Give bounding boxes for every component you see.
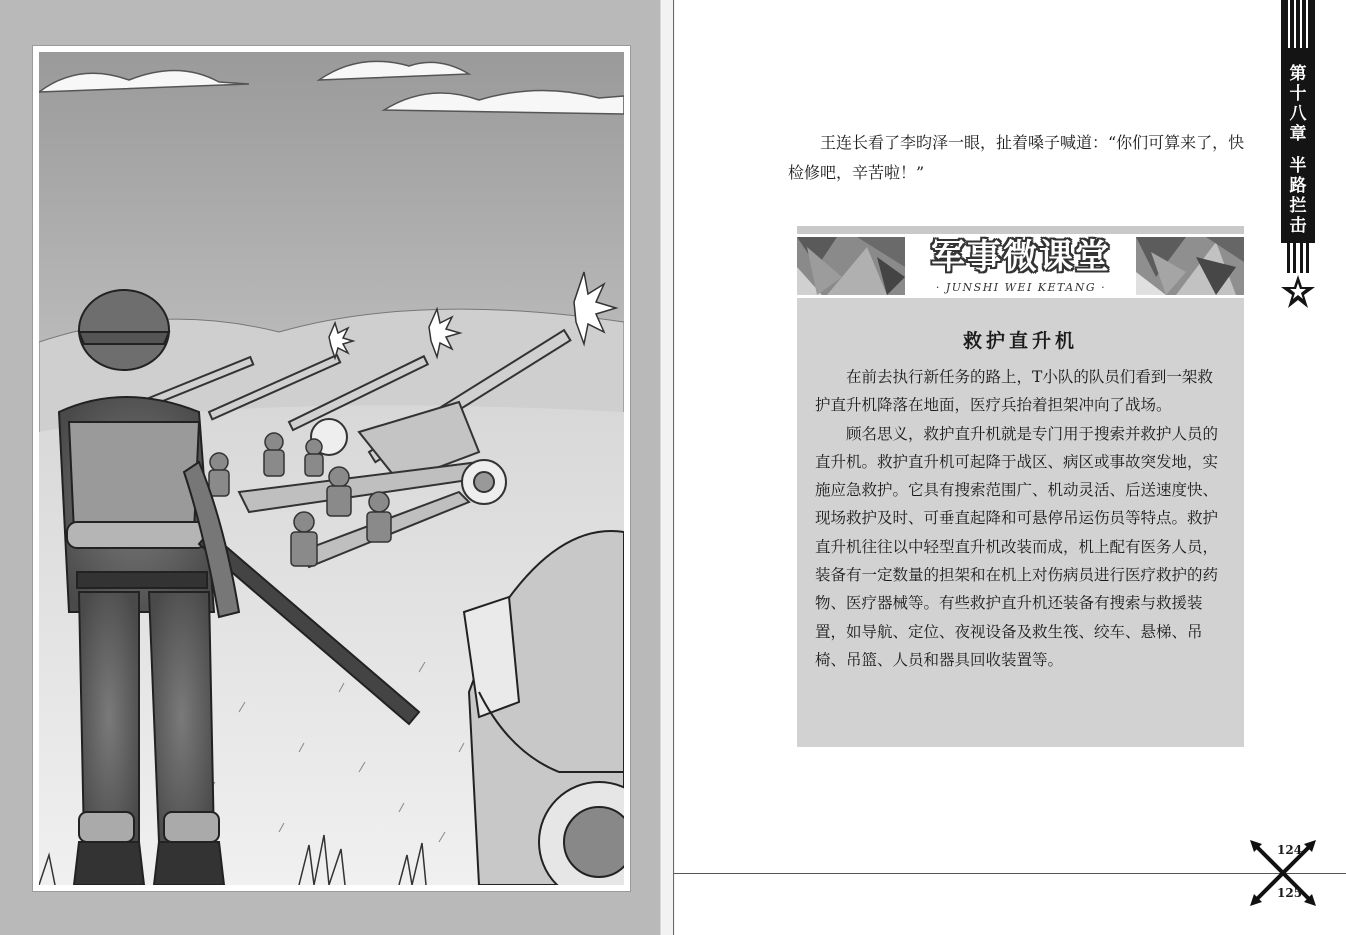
- tab-stripe: [1300, 0, 1302, 48]
- banner-title: 军事微课堂: [931, 237, 1111, 277]
- page-number-left: 124: [1277, 843, 1303, 857]
- illustration-frame: [33, 46, 630, 891]
- military-lesson-card: [797, 226, 1244, 747]
- story-paragraph: 王连长看了李昀泽一眼，扯着嗓子喊道：“你们可算来了，快检修吧，辛苦啦！”: [788, 133, 1245, 182]
- chapter-tab: [1281, 0, 1315, 312]
- chapter-title-char: 击: [1289, 216, 1307, 236]
- tab-stripe: [1306, 0, 1308, 48]
- left-page: [0, 0, 660, 935]
- artillery-scene-illustration: [39, 52, 624, 885]
- tab-stripe: [1294, 0, 1296, 48]
- chapter-title-char: 半: [1289, 156, 1307, 176]
- lesson-title: 救护直升机: [962, 330, 1078, 352]
- triangle-pattern-right: [1136, 237, 1244, 295]
- banner-subtitle: · JUNSHI WEI KETANG ·: [935, 281, 1107, 294]
- banner-top-strip: [797, 226, 1244, 234]
- tab-stripe: [1288, 0, 1290, 48]
- story-text: [788, 128, 1248, 188]
- chapter-char: 第: [1289, 64, 1307, 84]
- lesson-paragraph: 在前去执行新任务的路上，T小队的队员们看到一架救护直升机降落在地面，医疗兵抬着担架冲向了战场。: [815, 368, 1213, 415]
- chapter-title-char: 拦: [1289, 196, 1307, 216]
- triangle-pattern-left: [797, 237, 905, 295]
- lesson-body: [815, 363, 1227, 674]
- gutter-line: [673, 0, 674, 935]
- star-medal-icon: [1281, 243, 1315, 313]
- chapter-label: [1281, 64, 1315, 236]
- chapter-char: 章: [1289, 124, 1307, 144]
- folio-line: [674, 873, 1346, 874]
- chapter-tab-bar: [1281, 0, 1315, 243]
- chapter-title-char: 路: [1289, 176, 1307, 196]
- chapter-char: 八: [1289, 104, 1307, 124]
- page-number-right: 125: [1277, 886, 1303, 900]
- chapter-char: 十: [1289, 84, 1307, 104]
- lesson-paragraph: 顾名思义，救护直升机就是专门用于搜索并救护人员的直升机。救护直升机可起降于战区、病区或事故突发地，实施应急救护。它具有搜索范围广、机动灵活、后送速度快、现场救护及时、可垂直起降和可悬停吊运伤员等特点。救护直升机往往以中轻型直升机改装而成，机上配有医务人员，装备有一定数量的担架和在机上对伤病员进行医疗救护的药物、医疗器械等。有些救护直升机还装备有搜索与救援装置，如导航、定位、夜视设备及救生筏、绞车、悬梯、吊椅、吊篮、人员和器具回收装置等。: [815, 424, 1219, 669]
- lesson-banner: [797, 226, 1244, 298]
